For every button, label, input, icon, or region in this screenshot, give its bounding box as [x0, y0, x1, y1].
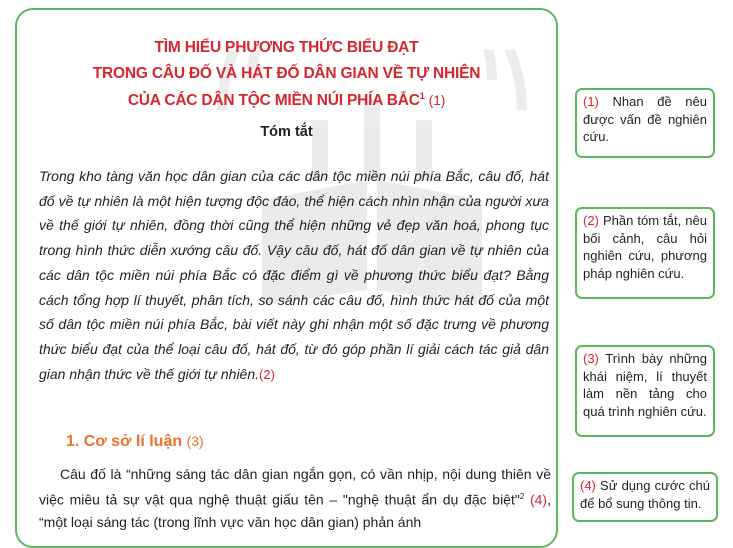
body-footnote-marker: 2 [519, 491, 525, 501]
abstract-heading: Tóm tắt [260, 124, 313, 140]
side-note-4-text: Sử dụng cước chú để bổ sung thông tin. [580, 478, 710, 511]
abstract-text: Trong kho tàng văn học dân gian của các dân tộc miền núi phía Bắc, câu đố, hát đố về tự nhiên là một hiện tượng độc đáo, thể hiện cách nhìn nhận của người xưa về thế giới tự nhiên, đồng thời cũng thể hiện những vẻ đẹp văn hoá, phong tục trong hình thức diễn xướng câu đố. Vậy câu đố, hát đố dân gian về tự nhiên của các dân tộc miền núi phía Bắc có đặc điểm gì về phương thức biểu đạt? Bằng cách tổng hợp lí thuyết, phân tích, so sánh các câu đố, hình thức hát đố của một số dân tộc miền núi phía Bắc, bài viết này ghi nhận một số đặc trưng về phương thức biểu đạt của thể loại câu đố, hát đố, từ đó góp phần lí giải cách tác giả dân gian nhận thức về thế giới tự nhiên. [39, 168, 549, 382]
abstract-annotation: (2) [259, 366, 275, 382]
side-note-3 [575, 345, 715, 437]
side-note-4 [572, 472, 718, 522]
title-line-2: TRONG CÂU ĐỐ VÀ HÁT ĐỐ DÂN GIAN VỀ TỰ NHIÊN [92, 65, 481, 82]
side-note-2-number: (2) [583, 213, 599, 228]
section-annotation: (3) [186, 433, 204, 449]
article-box [15, 8, 558, 548]
side-note-1 [575, 88, 715, 158]
section-heading [66, 433, 204, 451]
title-line-3 [17, 91, 556, 110]
side-note-3-number: (3) [583, 351, 599, 366]
body-annotation: (4) [529, 491, 548, 508]
side-note-3-text: Trình bày những khái niệm, lí thuyết làm nền tảng cho quá trình nghiên cứu. [583, 351, 707, 419]
side-note-1-text: Nhan đề nêu được vấn đề nghiên cứu. [583, 94, 707, 144]
title-line-3-text: CỦA CÁC DÂN TỘC MIỀN NÚI PHÍA BẮC [127, 92, 420, 110]
section-heading-text: 1. Cơ sở lí luận [66, 433, 183, 450]
body-text-part1: Câu đố là “những sáng tác dân gian ngắn gọn, có vần nhịp, nội dung thiên về việc miêu tả sự vật qua nghệ thuật giấu tên – "nghệ thuật ẩn dụ đặc biệt" [39, 466, 551, 508]
side-note-2-text: Phần tóm tắt, nêu bối cảnh, câu hỏi nghiên cứu, phương pháp nghiên cứu. [583, 213, 707, 281]
side-note-4-number: (4) [580, 478, 596, 493]
side-note-1-number: (1) [583, 94, 599, 109]
title-line-1: TÌM HIỂU PHƯƠNG THỨC BIỂU ĐẠT [154, 39, 419, 56]
body-paragraph [39, 463, 551, 533]
side-note-2 [575, 207, 715, 299]
title-annotation: (1) [428, 92, 446, 109]
abstract-paragraph [39, 164, 549, 387]
title-footnote-marker: 1 [419, 91, 425, 101]
body-text-part2: , “một loại sáng tác (trong lĩnh vực văn học dân gian) phản ánh [39, 491, 551, 530]
